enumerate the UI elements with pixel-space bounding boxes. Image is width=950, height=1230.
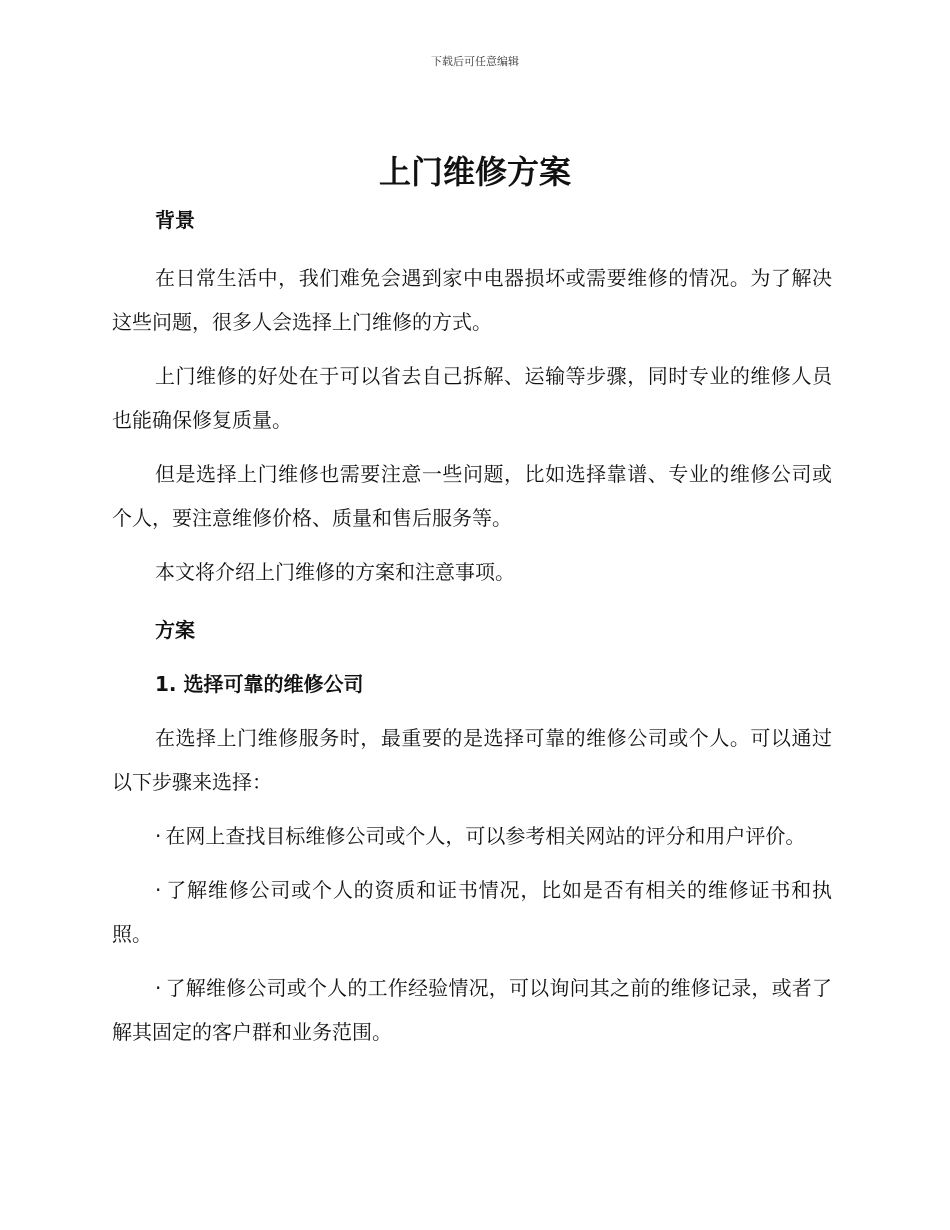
spacer: [112, 648, 832, 666]
bullet-marker: ·: [155, 878, 162, 902]
spacer: [112, 702, 832, 716]
bullet-marker: ·: [155, 824, 162, 848]
spacer: [112, 540, 832, 550]
spacer: [112, 344, 832, 354]
paragraph: 在选择上门维修服务时，最重要的是选择可靠的维修公司或个人。可以通过以下步骤来选择：: [112, 726, 832, 794]
spacer: [112, 956, 832, 966]
bullet-text: 了解维修公司或个人的资质和证书情况，比如是否有相关的维修证书和执照。: [112, 878, 832, 946]
bullet-item: [112, 814, 832, 858]
spacer: [112, 858, 832, 868]
header-note: 下载后可任意编辑: [431, 55, 519, 68]
bullet-text: 了解维修公司或个人的工作经验情况，可以询问其之前的维修记录，或者了解其固定的客户群和业务范围。: [112, 976, 832, 1044]
paragraph: 本文将介绍上门维修的方案和注意事项。: [155, 560, 515, 584]
spacer: [112, 238, 832, 256]
paragraph: 但是选择上门维修也需要注意一些问题，比如选择靠谱、专业的维修公司或个人，要注意维修价格、质量和售后服务等。: [112, 462, 832, 530]
paragraph: 在日常生活中，我们难免会遇到家中电器损坏或需要维修的情况。为了解决这些问题，很多人会选择上门维修的方式。: [112, 266, 832, 334]
bullet-text: 在网上查找目标维修公司或个人，可以参考相关网站的评分和用户评价。: [165, 824, 806, 848]
section-heading-background: 背景: [155, 208, 195, 232]
spacer: [112, 442, 832, 452]
subsection-heading: 1. 选择可靠的维修公司: [155, 672, 364, 696]
bullet-item: [112, 868, 832, 956]
spacer: [112, 594, 832, 612]
spacer: [112, 804, 832, 814]
section-heading-plan: 方案: [155, 618, 195, 642]
bullet-marker: ·: [155, 976, 162, 1000]
document-title: 上门维修方案: [378, 153, 571, 191]
bullet-item: [112, 966, 832, 1054]
paragraph: 上门维修的好处在于可以省去自己拆解、运输等步骤，同时专业的维修人员也能确保修复质量。: [112, 364, 832, 432]
document-body: [112, 202, 832, 1054]
